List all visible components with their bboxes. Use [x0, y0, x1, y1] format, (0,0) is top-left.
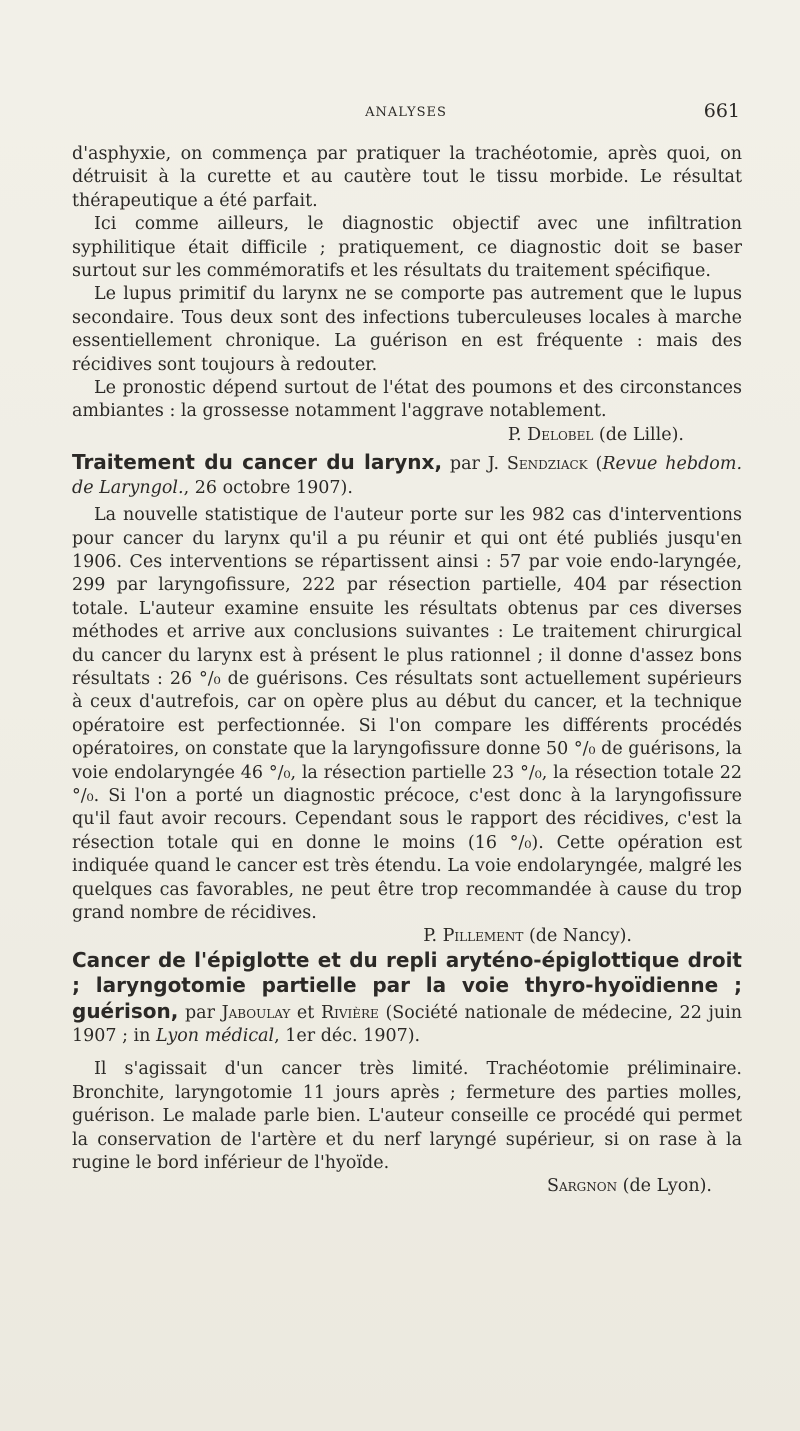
running-title: ANALYSES — [365, 105, 447, 120]
article-date: , 1er déc. 1907). — [274, 1026, 421, 1047]
signature-place: (de Lyon). — [617, 1176, 712, 1197]
page-body — [72, 143, 742, 1199]
signature — [72, 1175, 742, 1198]
article-date: , 26 octobre 1907). — [183, 477, 353, 498]
article-body: Il s'agissait d'un cancer très limité. Trachéotomie préliminaire. Bronchite, laryngotomie 11 jours après ; fermeture des parties molles, guérison. Le malade parle bien. L'auteur conseille ce procédé qui permet la conservation de l'artère et du nerf laryngé supérieur, si on rase à la rugine le bord inférieur de l'hyoïde. — [72, 1059, 742, 1174]
article-title: Cancer de l'épiglotte et du repli aryténo-épiglottique droit ; laryngotomie partielle par la voie thyro-hyoïdienne ; guérison, — [72, 947, 742, 1023]
article-author: Sendziack — [506, 454, 588, 475]
signature — [72, 424, 742, 447]
page-header — [72, 100, 740, 126]
article-heading: Traitement du cancer du larynx, par J. Sendziack (Revue hebdom. de Laryngol., 26 octobre 1907). — [72, 450, 743, 498]
signature — [72, 925, 742, 948]
paragraph: Le lupus primitif du larynx ne se comporte pas autrement que le lupus secondaire. Tous deux sont des infections tuberculeuses locales à marche essentiellement chronique. La guérison en est fréquente : mais des récidives sont toujours à redouter. — [72, 284, 742, 375]
article-title: Traitement du cancer du larynx, — [72, 450, 443, 475]
article-body: La nouvelle statistique de l'auteur porte sur les 982 cas d'interventions pour cancer du larynx qu'il a pu réunir et qui ont été publiés jusqu'en 1906. Ces interventions se répartissent ainsi : 57 par voie endo-laryngée, 299 par laryngofissure, 222 par résection partielle, 404 par résection totale. L'auteur examine ensuite les résultats obtenus par ces diverses méthodes et arrive aux conclusions suivantes : Le traitement chirurgical du cancer du larynx est à présent le plus rationnel ; il donne d'assez bons résultats : 26 °/₀ de guérisons. Ces résultats sont actuellement supérieurs à ceux d'autrefois, car on opère plus au début du cancer, et la technique opératoire est perfectionnée. Si l'on compare les différents procédés opératoires, on constate que la laryngofissure donne 50 °/₀ de guérisons, la voie endolaryngée 46 °/₀, la résection partielle 23 °/₀, la résection totale 22 °/₀. Si l'on a porté un diagnostic précoce, c'est donc à la laryngofissure qu'il faut avoir recours. Cependant sous le rapport des récidives, c'est la résection totale qui en donne le moins (16 °/₀). Cette opération est indiquée quand le cancer est très étendu. La voie endolaryngée, malgré les quelques cas favorables, ne peut être trop recommandée à cause du trop grand nombre de récidives. — [72, 505, 742, 923]
signature-place: (de Nancy). — [523, 926, 632, 947]
signature-name: P. Pillement — [423, 926, 524, 947]
journal-name: Revue hebdom. de Laryngol. — [72, 454, 743, 498]
signature-name: P. Delobel — [507, 424, 594, 445]
paragraph: Le pronostic dépend surtout de l'état des poumons et des circonstances ambiantes : la grossesse notamment l'aggrave notablement. — [72, 378, 742, 422]
paragraph: Ici comme ailleurs, le diagnostic objectif avec une infiltration syphilitique était difficile ; pratiquement, ce diagnostic doit se baser surtout sur les commémoratifs et les résultats du traitement spécifique. — [72, 214, 742, 282]
page-number: 661 — [703, 100, 740, 122]
signature-name: Sargnon — [546, 1176, 618, 1197]
article-author: Jaboulay — [221, 1002, 291, 1023]
journal-name: Lyon médical — [156, 1026, 275, 1047]
signature-place: (de Lille). — [593, 424, 684, 445]
article-heading: Cancer de l'épiglotte et du repli aryténo-épiglottique droit ; laryngotomie partielle par la voie thyro-hyoïdienne ; guérison, par Jaboulay et Rivière (Société nationale de médecine, 22 juin 1907 ; in Lyon médical, 1er déc. 1907). — [72, 947, 743, 1047]
paragraph: d'asphyxie, on commença par pratiquer la trachéotomie, après quoi, on détruisit à la curette et au cautère tout le tissu morbide. Le résultat thérapeutique a été parfait. — [72, 144, 742, 211]
article-author: Rivière — [320, 1002, 379, 1023]
